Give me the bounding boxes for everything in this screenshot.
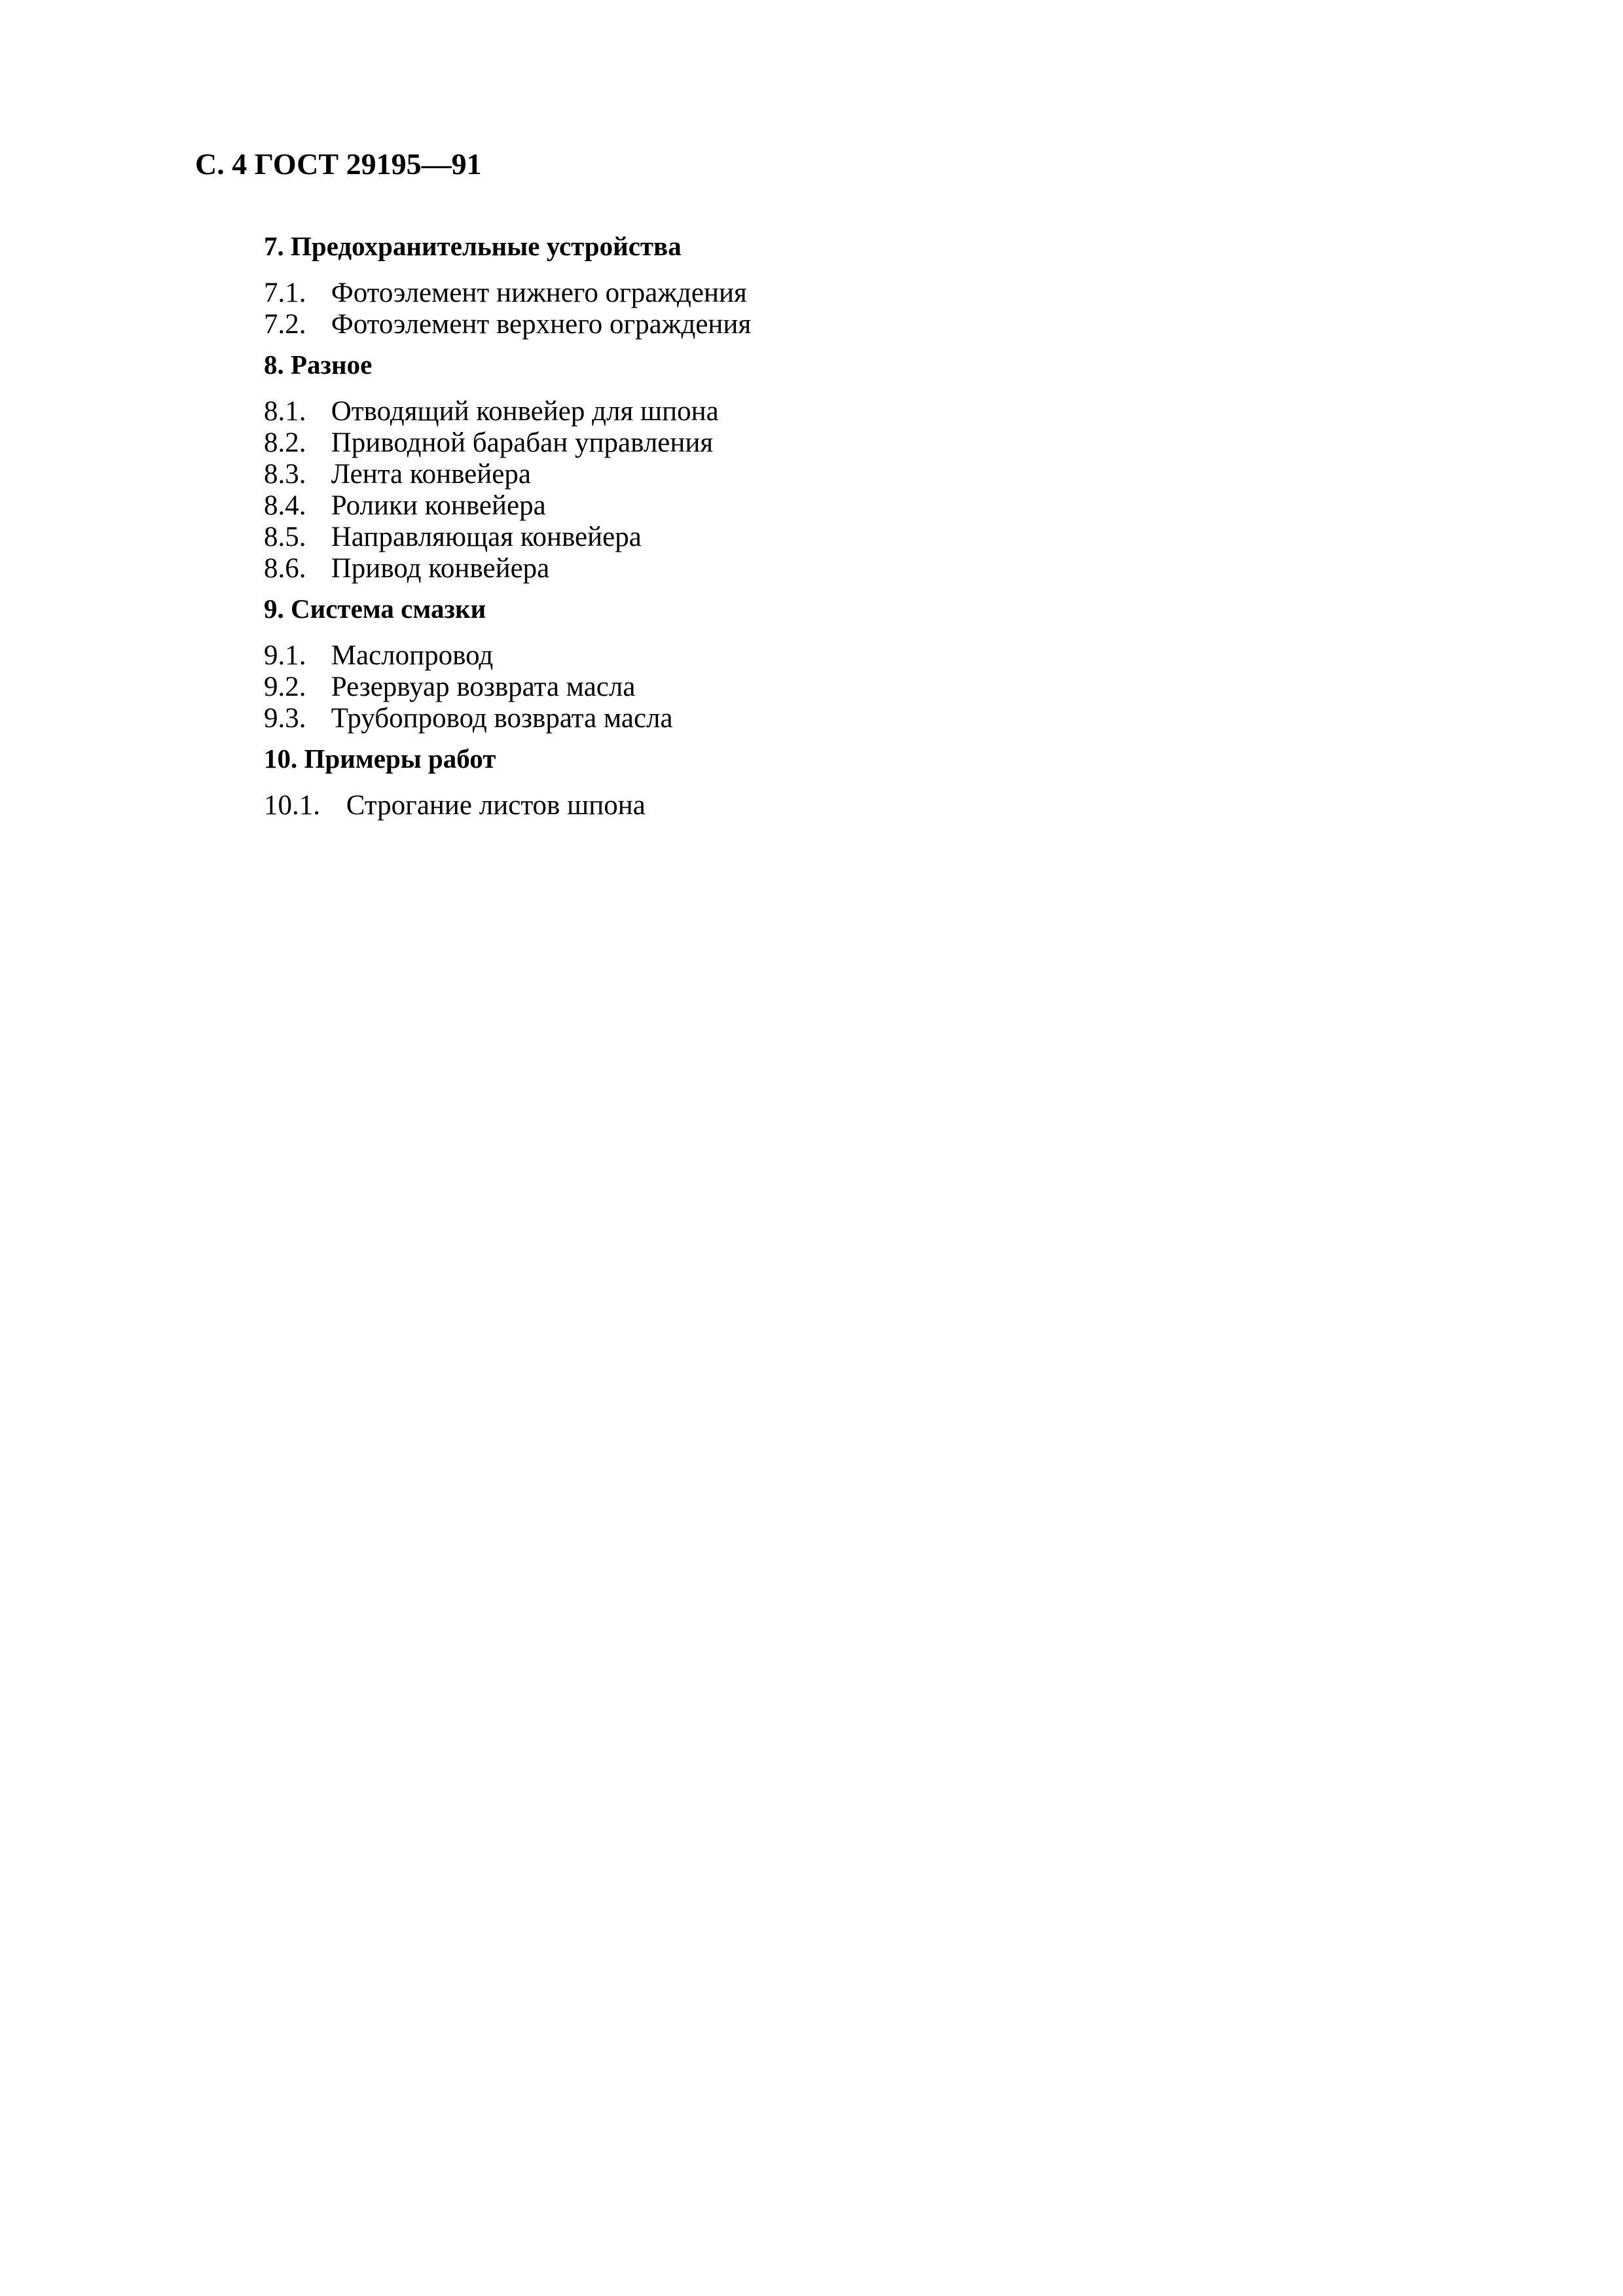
item-number: 8.5. [264,522,306,552]
item-text: Маслопровод [331,640,494,671]
item-number: 8.4. [264,490,306,521]
item-text: Строгание листов шпона [346,790,646,821]
list-item [264,490,1508,522]
item-number: 7.1. [264,278,306,308]
item-number: 8.6. [264,553,306,584]
item-number: 10.1. [264,790,320,821]
list-item [264,278,1508,309]
section-9 [264,593,1508,734]
item-number: 9.2. [264,672,306,702]
section-8 [264,349,1508,584]
item-text: Трубопровод возврата масла [331,703,673,734]
item-text: Ролики конвейера [331,490,546,521]
item-number: 8.1. [264,396,306,427]
item-number: 8.2. [264,427,306,458]
item-text: Лента конвейера [331,459,531,490]
list-item [264,790,1508,821]
item-text: Фотоэлемент верхнего ограждения [331,309,752,340]
item-number: 7.2. [264,309,306,340]
list-item [264,459,1508,490]
section-title: 10. Примеры работ [264,744,496,774]
list-item [264,703,1508,734]
item-number: 9.3. [264,703,306,734]
section-title: 8. Разное [264,350,373,380]
list-item [264,522,1508,553]
section-10 [264,743,1508,821]
section-title: 7. Предохранительные устройства [264,231,682,261]
section-title: 9. Система смазки [264,594,486,624]
item-text: Резервуар возврата масла [331,672,636,702]
item-text: Привод конвейера [331,553,550,584]
item-text: Направляющая конвейера [331,522,642,552]
list-item [264,396,1508,427]
list-item [264,427,1508,459]
document-body [264,230,1508,821]
section-7 [264,230,1508,340]
item-text: Фотоэлемент нижнего ограждения [331,278,747,308]
item-number: 9.1. [264,640,306,671]
item-text: Отводящий конвейер для шпона [331,396,719,427]
list-item [264,553,1508,584]
list-item [264,640,1508,672]
list-item [264,309,1508,340]
item-text: Приводной барабан управления [331,427,714,458]
list-item [264,672,1508,703]
page-header: С. 4 ГОСТ 29195—91 [195,147,482,181]
item-number: 8.3. [264,459,306,490]
